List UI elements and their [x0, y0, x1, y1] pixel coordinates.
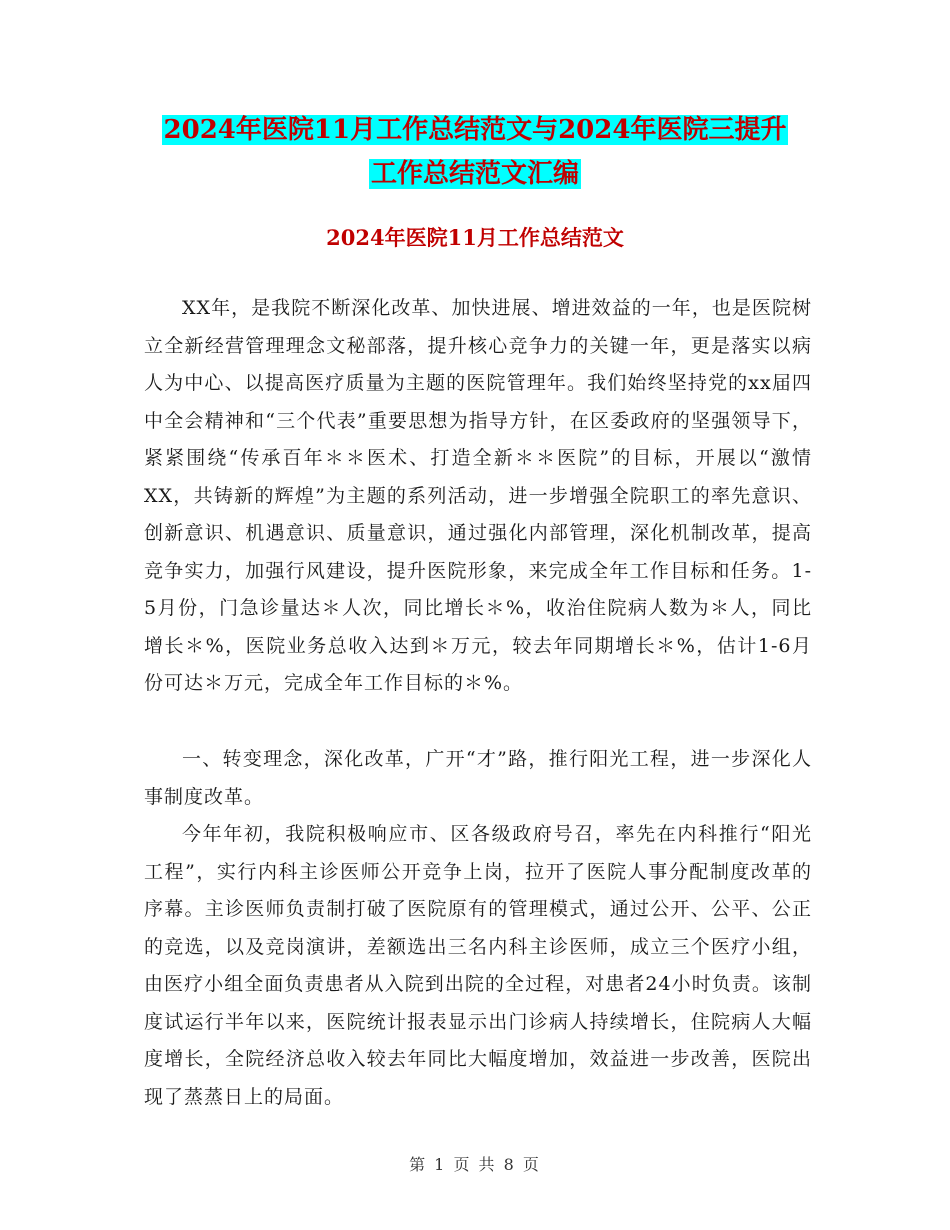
document-title-line-2: [0, 151, 950, 197]
paragraph: [144, 741, 812, 816]
paragraph: [144, 816, 812, 1116]
section-title: 2024年医院11月工作总结范文: [326, 225, 624, 250]
paragraph-text: 今年年初，我院积极响应市、区各级政府号召，率先在内科推行“阳光工程”，实行内科主诊医师公开竞争上岗，拉开了医院人事分配制度改革的序幕。主诊医师负责制打破了医院原有的管理模式，通过公开、公平、公正的竞选，以及竞岗演讲，差额选出三名内科主诊医师，成立三个医疗小组，由医疗小组全面负责患者从入院到出院的全过程，对患者24小时负责。该制度试运行半年以来，医院统计报表显示出门诊病人持续增长，住院病人大幅度增长，全院经济总收入较去年同比大幅度增加，效益进一步改善，医院出现了蒸蒸日上的局面。: [144, 823, 812, 1108]
paragraph-text: 一、转变理念，深化改革，广开“才”路，推行阳光工程，进一步深化人事制度改革。: [144, 748, 812, 808]
page-number-footer: 第 1 页 共 8 页: [409, 1155, 541, 1174]
title-highlight: 工作总结范文汇编: [370, 159, 579, 189]
document-title-line-1: [0, 107, 950, 153]
paragraph: [144, 290, 812, 703]
title-highlight: 2024年医院11月工作总结范文与2024年医院三提升: [163, 115, 787, 145]
paragraph-text: XX年，是我院不断深化改革、加快进展、增进效益的一年，也是医院树立全新经营管理理念文秘部落，提升核心竞争力的关键一年，更是落实以病人为中心、以提高医疗质量为主题的医院管理年。我们始终坚持党的xx届四中全会精神和“三个代表”重要思想为指导方针，在区委政府的坚强领导下，紧紧围绕“传承百年＊＊医术、打造全新＊＊医院”的目标，开展以“激情XX，共铸新的辉煌”为主题的系列活动，进一步增强全院职工的率先意识、创新意识、机遇意识、质量意识，通过强化内部管理，深化机制改革，提高竞争实力，加强行风建设，提升医院形象，来完成全年工作目标和任务。1-5月份，门急诊量达＊人次，同比增长＊%，收治住院病人数为＊人，同比增长＊%，医院业务总收入达到＊万元，较去年同期增长＊%，估计1-6月份可达＊万元，完成全年工作目标的＊%。: [144, 297, 812, 694]
